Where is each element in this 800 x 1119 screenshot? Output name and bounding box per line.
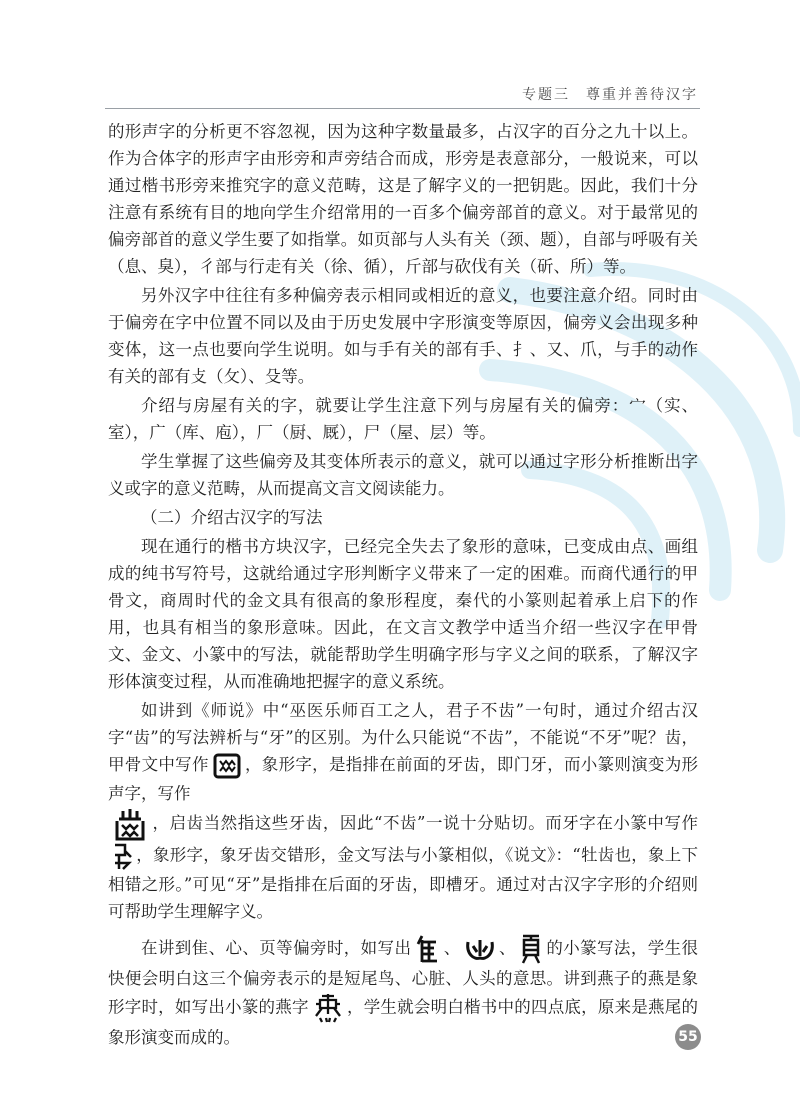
paragraph-6-part-d: ，象形字，象牙齿交错形，金文写法与小篆相似，《说文》：“牡齿也，象上下相错之形。”可见“牙”是指排在后面的牙齿，即槽牙。通过对古汉字字形的介绍则可帮助学生理解字义。 (108, 845, 698, 921)
chapter-title: 专题三 尊重并善待汉字 (522, 87, 698, 103)
oracle-bone-chi-icon (212, 752, 242, 780)
paragraph-4: 学生掌握了这些偏旁及其变体所表示的意义，就可以通过字形分析推断出字义或字的意义范畴，从而提高文言文阅读能力。 (108, 452, 698, 498)
running-header (105, 78, 700, 109)
paragraph-7-part-c: 、 (498, 938, 516, 957)
paragraph-6-part-c: ，启齿当然指这些牙齿，因此“不齿”一说十分贴切。而牙字在小篆中写作 (152, 813, 698, 832)
seal-script-yan-icon (312, 992, 344, 1024)
paragraph-7 (108, 933, 698, 1051)
page-number-badge: 55 (675, 1024, 701, 1050)
paragraph-7-part-b: 、 (443, 938, 461, 957)
paragraph-5: 现在通行的楷书方块汉字，已经完全失去了象形的意味，已变成由点、画组成的纯书写符号，这就给通过字形判断字义带来了一定的困难。而商代通行的甲骨文，商周时代的金文具有很高的象形程度，秦代的小篆则起着承上启下的作用，也具有相当的象形意味。因此，在文言文教学中适当介绍一些汉字在甲骨文、金文、小篆中的写法，就能帮助学生明确字形与字义之间的联系，了解汉字形体演变过程，从而准确地把握字的意义系统。 (108, 537, 698, 691)
paragraph-1: 的形声字的分析更不容忽视，因为这种字数量最多，占汉字的百分之九十以上。作为合体字的形声字由形旁和声旁结合而成，形旁是表意部分，一般说来，可以通过楷书形旁来推究字的意义范畴，这是了解字义的一把钥匙。因此，我们十分注意有系统有目的地向学生介绍常用的一百多个偏旁部首的意义。对于最常见的偏旁部首的意义学生要了如指掌。如页部与人头有关（颈、题），自部与呼吸有关（息、臭），彳部与行走有关（徐、循），斤部与砍伐有关（斫、所）等。 (108, 122, 698, 276)
paragraph-6-part-a: 如讲到《师说》中“巫医乐师百工之人，君子不齿”一句时，通过介绍古汉字“齿”的写法辨析与“牙”的区别。为什么只能说“不齿”，不能说“不牙”呢？齿，甲骨文中写作 (108, 701, 698, 774)
paragraph-7-part-e: ，学生就会明白楷书中的四点底，原来是燕尾的象形演变而成的。 (108, 997, 699, 1047)
seal-script-ya-icon (111, 841, 133, 871)
seal-script-chi-icon (111, 807, 149, 841)
seal-script-zhui-icon (414, 934, 440, 964)
body-text (108, 118, 698, 1053)
seal-script-xin-icon (464, 936, 496, 962)
paragraph-7-part-a: 在讲到隹、心、页等偏旁时，如写出 (141, 938, 412, 957)
paragraph-6-part-b: ，象形字，是指排在前面的牙齿，即门牙，而小篆则演变为形声字，写作 (108, 755, 699, 803)
paragraph-3: 介绍与房屋有关的字，就要让学生注意下列与房屋有关的偏旁：宀（实、室），广（库、庖），厂（厨、厩），尸（屋、层）等。 (108, 396, 698, 442)
section-heading: （二）介绍古汉字的写法 (141, 508, 323, 527)
seal-script-ye-icon (519, 933, 543, 965)
paragraph-6 (108, 697, 698, 925)
paragraph-7-part-d: 的小篆写法，学生很快便会明白这三个偏旁表示的是短尾鸟、心脏、人头的意思。讲到燕子的燕是象形字时，如写出小篆的燕字 (108, 938, 699, 1016)
paragraph-2: 另外汉字中往往有多种偏旁表示相同或相近的意义，也要注意介绍。同时由于偏旁在字中位置不同以及由于历史发展中字形演变等原因，偏旁义会出现多种变体，这一点也要向学生说明。如与手有关的部有手、扌、又、爪，与手的动作有关的部有攴（攵）、殳等。 (108, 286, 698, 386)
